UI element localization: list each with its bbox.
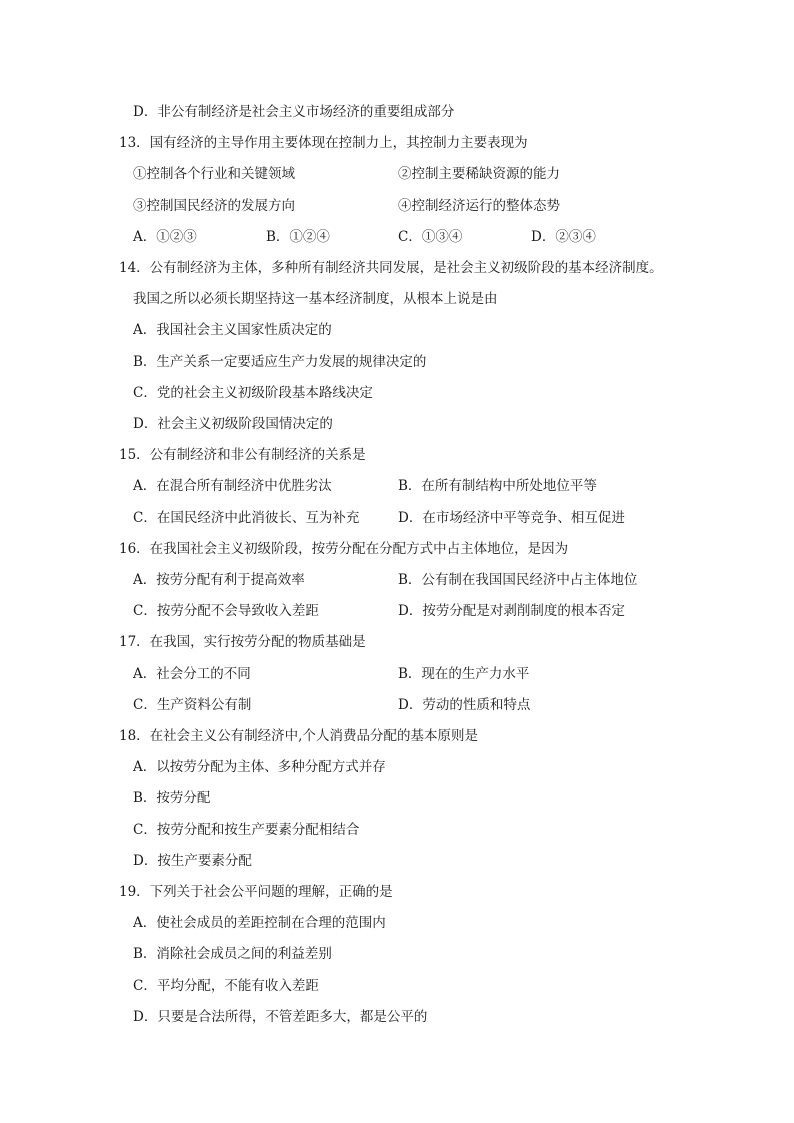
- q13-option-b: B．①②④: [266, 229, 330, 245]
- q13-option-c: C．①③④: [398, 229, 463, 245]
- q19-option-a: A．使社会成员的差距控制在合理的范围内: [133, 915, 386, 931]
- q15-option-c: C．在国民经济中此消彼长、互为补充: [133, 510, 360, 526]
- q15-option-b: B．在所有制结构中所处地位平等: [398, 478, 597, 494]
- q13-item-1: ①控制各个行业和关键领域: [133, 166, 295, 182]
- q18-option-b: B．按劳分配: [133, 790, 211, 806]
- q19-stem: 19．下列关于社会公平问题的理解，正确的是: [119, 884, 393, 900]
- q13-item-2: ②控制主要稀缺资源的能力: [398, 166, 560, 182]
- q17-option-d: D．劳动的性质和特点: [398, 697, 531, 713]
- q19-option-c: C．平均分配，不能有收入差距: [133, 978, 319, 994]
- q13-item-4: ④控制经济运行的整体态势: [398, 198, 560, 214]
- q16-option-c: C．按劳分配不会导致收入差距: [133, 603, 319, 619]
- q15-stem: 15．公有制经济和非公有制经济的关系是: [119, 447, 366, 463]
- q13-stem: 13．国有经济的主导作用主要体现在控制力上，其控制力主要表现为: [119, 135, 528, 151]
- q12-option-d: D．非公有制经济是社会主义市场经济的重要组成部分: [133, 104, 455, 120]
- q16-option-b: B．公有制在我国国民经济中占主体地位: [398, 572, 638, 588]
- q14-stem-line2: 我国之所以必须长期坚持这一基本经济制度，从根本上说是由: [133, 291, 498, 307]
- q13-option-d: D．②③④: [531, 229, 596, 245]
- q14-option-b: B．生产关系一定要适应生产力发展的规律决定的: [133, 354, 427, 370]
- q14-stem-line1: 14．公有制经济为主体，多种所有制经济共同发展，是社会主义初级阶段的基本经济制度。: [119, 260, 663, 276]
- q19-option-b: B．消除社会成员之间的利益差别: [133, 946, 332, 962]
- q16-stem: 16．在我国社会主义初级阶段，按劳分配在分配方式中占主体地位，是因为: [119, 541, 569, 557]
- q18-option-c: C．按劳分配和按生产要素分配相结合: [133, 822, 360, 838]
- q14-option-a: A．我国社会主义国家性质决定的: [133, 322, 332, 338]
- q18-option-a: A．以按劳分配为主体、多种分配方式并存: [133, 759, 386, 775]
- q17-option-a: A．社会分工的不同: [133, 666, 251, 682]
- q13-item-3: ③控制国民经济的发展方向: [133, 198, 295, 214]
- q16-option-a: A．按劳分配有利于提高效率: [133, 572, 305, 588]
- q14-option-c: C．党的社会主义初级阶段基本路线决定: [133, 385, 373, 401]
- q17-stem: 17．在我国，实行按劳分配的物质基础是: [119, 634, 366, 650]
- q18-option-d: D．按生产要素分配: [133, 853, 252, 869]
- q16-option-d: D．按劳分配是对剥削制度的根本否定: [398, 603, 625, 619]
- q14-option-d: D．社会主义初级阶段国情决定的: [133, 416, 333, 432]
- q17-option-b: B．现在的生产力水平: [398, 666, 530, 682]
- q13-option-a: A．①②③: [133, 229, 197, 245]
- q18-stem: 18．在社会主义公有制经济中,个人消费品分配的基本原则是: [119, 728, 478, 744]
- q17-option-c: C．生产资料公有制: [133, 697, 252, 713]
- q15-option-a: A．在混合所有制经济中优胜劣汰: [133, 478, 332, 494]
- q19-option-d: D．只要是合法所得，不管差距多大，都是公平的: [133, 1009, 428, 1025]
- q15-option-d: D．在市场经济中平等竞争、相互促进: [398, 510, 625, 526]
